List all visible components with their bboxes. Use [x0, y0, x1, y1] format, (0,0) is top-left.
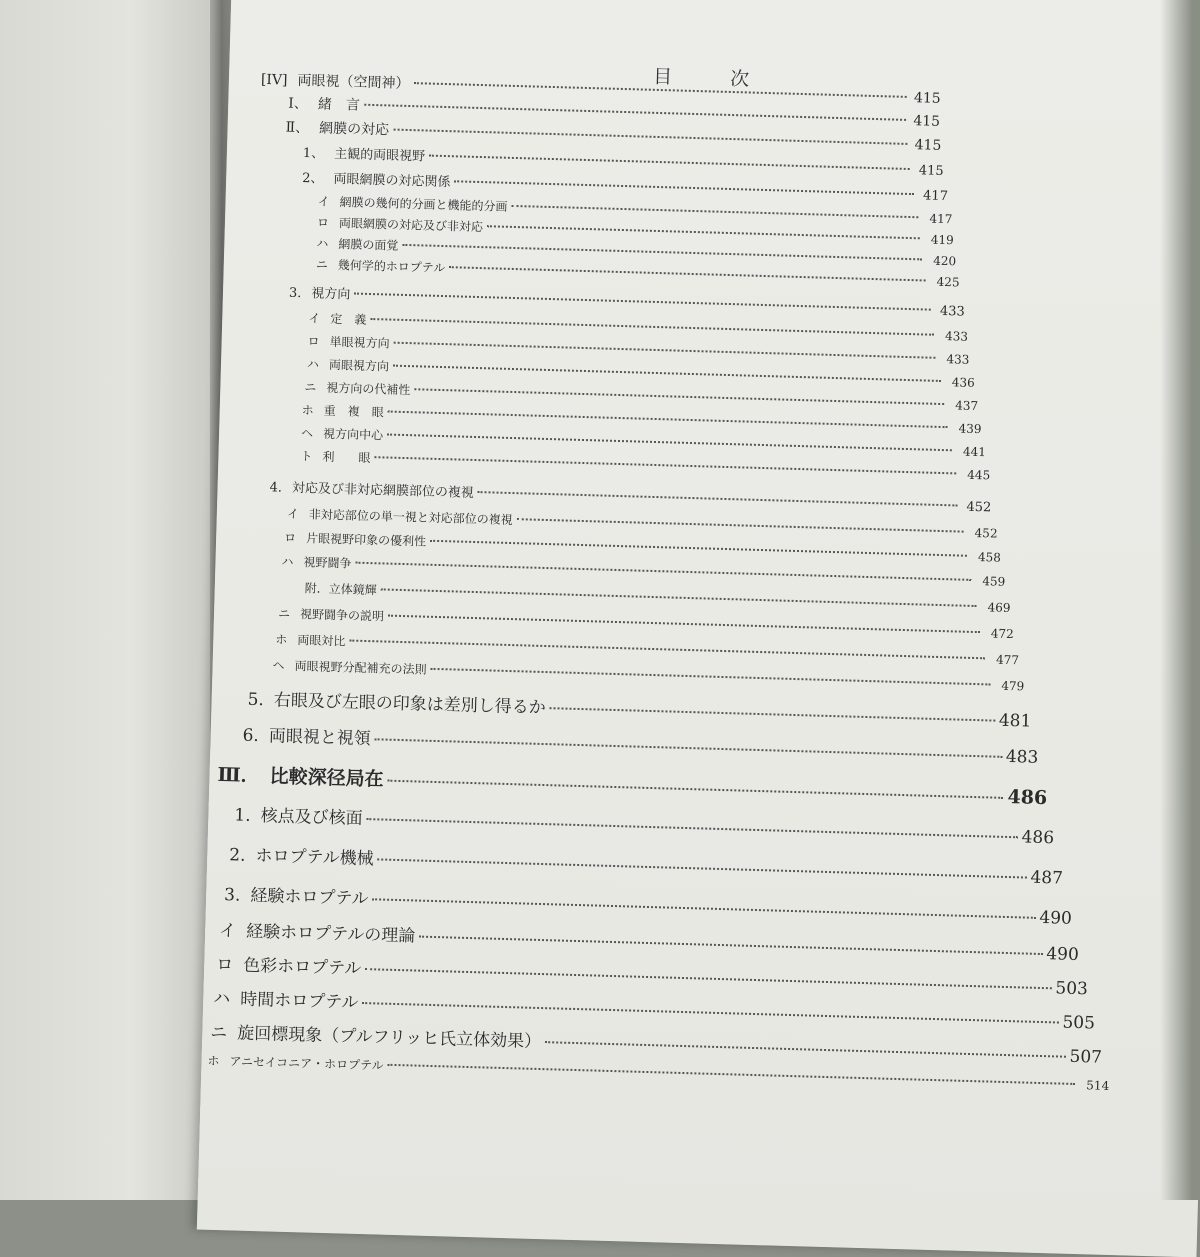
- toc-entry-number: 4.: [269, 480, 283, 496]
- toc-entry-label: 緒 言: [317, 96, 361, 114]
- toc-entry-number: 6.: [242, 725, 260, 747]
- toc-entry-number: 1.: [234, 805, 251, 826]
- toc-entry: [229, 840, 1063, 888]
- dot-leader: [388, 411, 948, 429]
- dot-leader: [367, 818, 1018, 838]
- toc-entry-number: ト: [300, 449, 313, 464]
- dot-leader: [349, 640, 985, 660]
- toc-entry-label: 重 複 眼: [323, 403, 384, 420]
- toc-entry-label: 両眼網膜の対応関係: [333, 171, 451, 191]
- toc-entry-number: ホ: [207, 1053, 220, 1069]
- toc-entry-page: 477: [995, 652, 1020, 668]
- toc-entry-label: 両眼視方向: [328, 357, 390, 374]
- toc-entry-page: 481: [998, 710, 1032, 732]
- toc-entry-page: 507: [1069, 1046, 1103, 1068]
- dot-leader: [550, 707, 995, 721]
- dot-leader: [394, 342, 936, 359]
- toc-entry-number: ニ: [304, 380, 317, 395]
- dot-leader: [430, 540, 967, 557]
- toc-entry-label: 附．立体鏡輝: [304, 581, 377, 598]
- toc-entry-page: 459: [982, 574, 1006, 589]
- dot-leader: [393, 129, 907, 145]
- toc-entry-number: ニ: [315, 257, 329, 272]
- toc-entry-page: 437: [955, 398, 979, 414]
- toc-entry-page: 415: [914, 137, 942, 154]
- toc-entry-number: ヘ: [272, 658, 285, 673]
- dot-leader: [370, 318, 934, 336]
- dot-leader: [381, 588, 977, 607]
- toc-entry-label: 非対応部位の単一視と対応部位の複視: [308, 507, 513, 528]
- dot-leader: [478, 491, 957, 506]
- toc-entry-number: Ⅲ．: [217, 763, 260, 788]
- toc-entry-label: 両眼視野分配補充の法則: [294, 659, 427, 677]
- toc-entry-label: 両眼対比: [297, 633, 346, 649]
- toc-entry-label: 核点及び核面: [260, 806, 363, 829]
- toc-entry-page: 486: [1007, 785, 1048, 810]
- dot-leader: [414, 388, 944, 405]
- toc-entry-page: 415: [913, 90, 941, 107]
- toc-entry-label: 視方向中心: [322, 426, 384, 443]
- toc-entry-label: 定 義: [330, 311, 367, 327]
- toc-entry-page: 417: [922, 188, 949, 205]
- toc-entry-number: ロ: [215, 954, 234, 976]
- toc-entry-page: 417: [929, 211, 953, 227]
- dot-leader: [517, 518, 964, 532]
- toc-entry-page: 439: [958, 421, 982, 437]
- toc-entry-page: 415: [913, 113, 941, 130]
- dot-leader: [487, 225, 920, 239]
- toc-entry-page: 433: [939, 303, 965, 320]
- toc-entry-label: 幾何学的ホロプテル: [337, 258, 446, 276]
- dot-leader: [374, 456, 956, 474]
- toc-entry-page: 469: [987, 600, 1011, 615]
- dot-leader: [372, 898, 1035, 919]
- toc-entry-label: 視野闘争の説明: [299, 607, 385, 624]
- dot-leader: [454, 180, 914, 195]
- toc-entry-page: 503: [1055, 978, 1089, 1000]
- dot-leader: [375, 738, 1002, 758]
- toc-entry-label: ホロプテル機械: [255, 846, 374, 870]
- toc-entry-number: ハ: [316, 236, 329, 251]
- toc-entry-number: ニ: [277, 606, 291, 621]
- toc-entry-number: 2、: [301, 171, 324, 187]
- toc-entry-page: 483: [1005, 746, 1039, 768]
- toc-entry-label: 右眼及び左眼の印象は差別し得るか: [273, 690, 547, 719]
- toc-entry-label: 視方向: [311, 286, 351, 303]
- toc-entry-page: 415: [918, 163, 944, 179]
- toc-entry-label: 比較深径局在: [269, 765, 384, 791]
- toc-entry-number: ハ: [281, 554, 294, 569]
- toc-entry-label: 利 眼: [322, 449, 371, 466]
- toc-entry-number: 5.: [247, 689, 265, 711]
- toc-entry-number: ロ: [283, 530, 297, 546]
- toc-entry-label: 網膜の対応: [318, 120, 390, 139]
- toc-entry-number: 1、: [302, 146, 325, 162]
- toc-entry-label: 主観的両眼視野: [333, 146, 426, 165]
- toc-entry-label: 両眼網膜の対応及び非対応: [338, 216, 484, 235]
- toc-entry-label: アニセイコニア・ホロプテル: [229, 1054, 384, 1073]
- toc-entry-label: 対応及び非対応網膜部位の複視: [291, 480, 475, 501]
- toc-entry-label: 網膜の面覚: [338, 237, 399, 253]
- toc-entry-number: [IV]: [260, 71, 288, 89]
- dot-leader: [356, 562, 972, 581]
- toc-entry-number: ロ: [316, 215, 330, 230]
- page-title: 目 次: [652, 65, 776, 92]
- toc-entry-page: 445: [967, 467, 991, 483]
- toc-entry-page: 433: [944, 329, 969, 344]
- dot-leader: [402, 244, 922, 261]
- toc-entry-label: 経験ホロプテルの理論: [245, 921, 416, 947]
- dot-leader: [387, 1064, 1075, 1085]
- toc-entry-page: 452: [974, 525, 998, 541]
- dot-leader: [388, 780, 1004, 799]
- toc-entry-page: 441: [962, 444, 987, 460]
- dot-leader: [354, 293, 930, 311]
- toc-entry-label: 視方向の代補性: [326, 380, 411, 398]
- toc-entry-number: Ⅱ、: [285, 119, 310, 137]
- left-page: [0, 0, 218, 1200]
- toc-entry-label: 色彩ホロプテル: [242, 955, 362, 979]
- toc-entry-number: ロ: [307, 334, 320, 349]
- toc-entry-page: 458: [977, 550, 1002, 565]
- toc-entry-label: 時間ホロプテル: [239, 989, 359, 1013]
- dot-leader: [364, 104, 906, 121]
- dot-leader: [387, 434, 952, 452]
- dot-leader: [413, 82, 906, 98]
- toc-entry-page: 433: [946, 352, 970, 367]
- toc-entry-number: ヘ: [300, 426, 314, 441]
- dot-leader: [419, 936, 1042, 955]
- toc-entry-label: 経験ホロプテル: [250, 885, 369, 910]
- toc-entry-page: 420: [933, 253, 957, 269]
- toc-entry-number: 3.: [288, 285, 302, 302]
- toc-entry-number: ニ: [210, 1022, 228, 1044]
- dot-leader: [378, 858, 1027, 878]
- toc-entry-page: 419: [930, 232, 954, 248]
- toc-entry-label: 網膜の幾何的分画と機能的分画: [339, 195, 508, 214]
- dot-leader: [393, 365, 941, 382]
- dot-leader: [449, 266, 925, 281]
- toc-entry-number: 2.: [229, 845, 246, 866]
- toc-entry: [234, 800, 1054, 848]
- toc-entry-number: イ: [308, 311, 321, 326]
- toc-entry-page: 436: [951, 375, 975, 390]
- dot-leader: [365, 968, 1051, 989]
- toc-entry-number: ハ: [306, 357, 320, 372]
- dot-leader: [431, 668, 991, 686]
- dot-leader: [388, 615, 980, 634]
- toc-entry-page: 452: [966, 499, 992, 516]
- toc-entry-page: 487: [1030, 867, 1064, 889]
- dot-leader: [545, 1041, 1065, 1058]
- dot-leader: [512, 205, 919, 218]
- toc-entry-number: ハ: [212, 988, 231, 1010]
- toc-entry-page: 479: [1001, 678, 1025, 694]
- toc-page: [197, 0, 1200, 1257]
- dot-leader: [429, 155, 910, 170]
- toc-entry-page: 514: [1086, 1078, 1110, 1093]
- toc-entry-page: 425: [936, 274, 960, 290]
- toc-entry-page: 490: [1046, 944, 1080, 966]
- toc-entry-label: 視野闘争: [303, 555, 352, 571]
- dot-leader: [362, 1002, 1058, 1023]
- toc-entry-label: 旋回標現象（プルフリッヒ氏立体効果）: [237, 1023, 542, 1053]
- toc-entry-number: ホ: [275, 632, 288, 647]
- toc-entry-number: イ: [218, 921, 237, 942]
- toc-entry-page: 490: [1039, 907, 1073, 929]
- toc-entry-label: 単眼視方向: [329, 334, 390, 351]
- toc-entry-label: 片眼視野印象の優利性: [305, 531, 427, 549]
- toc-entry-number: イ: [286, 506, 300, 522]
- toc-entry-label: 両眼視（空間神）: [297, 72, 410, 92]
- toc-entry-page: 486: [1021, 827, 1055, 849]
- toc-entry-number: 3.: [223, 885, 241, 906]
- toc-entry-label: 両眼視と視領: [268, 726, 372, 750]
- toc-entry-number: ホ: [301, 403, 314, 418]
- toc-entry-number: イ: [317, 194, 330, 209]
- page-edge-shadow: [1160, 0, 1200, 1200]
- toc-entry-number: Ⅰ、: [288, 95, 309, 113]
- toc-entry-page: 505: [1062, 1012, 1096, 1034]
- toc-entry-page: 472: [990, 626, 1014, 642]
